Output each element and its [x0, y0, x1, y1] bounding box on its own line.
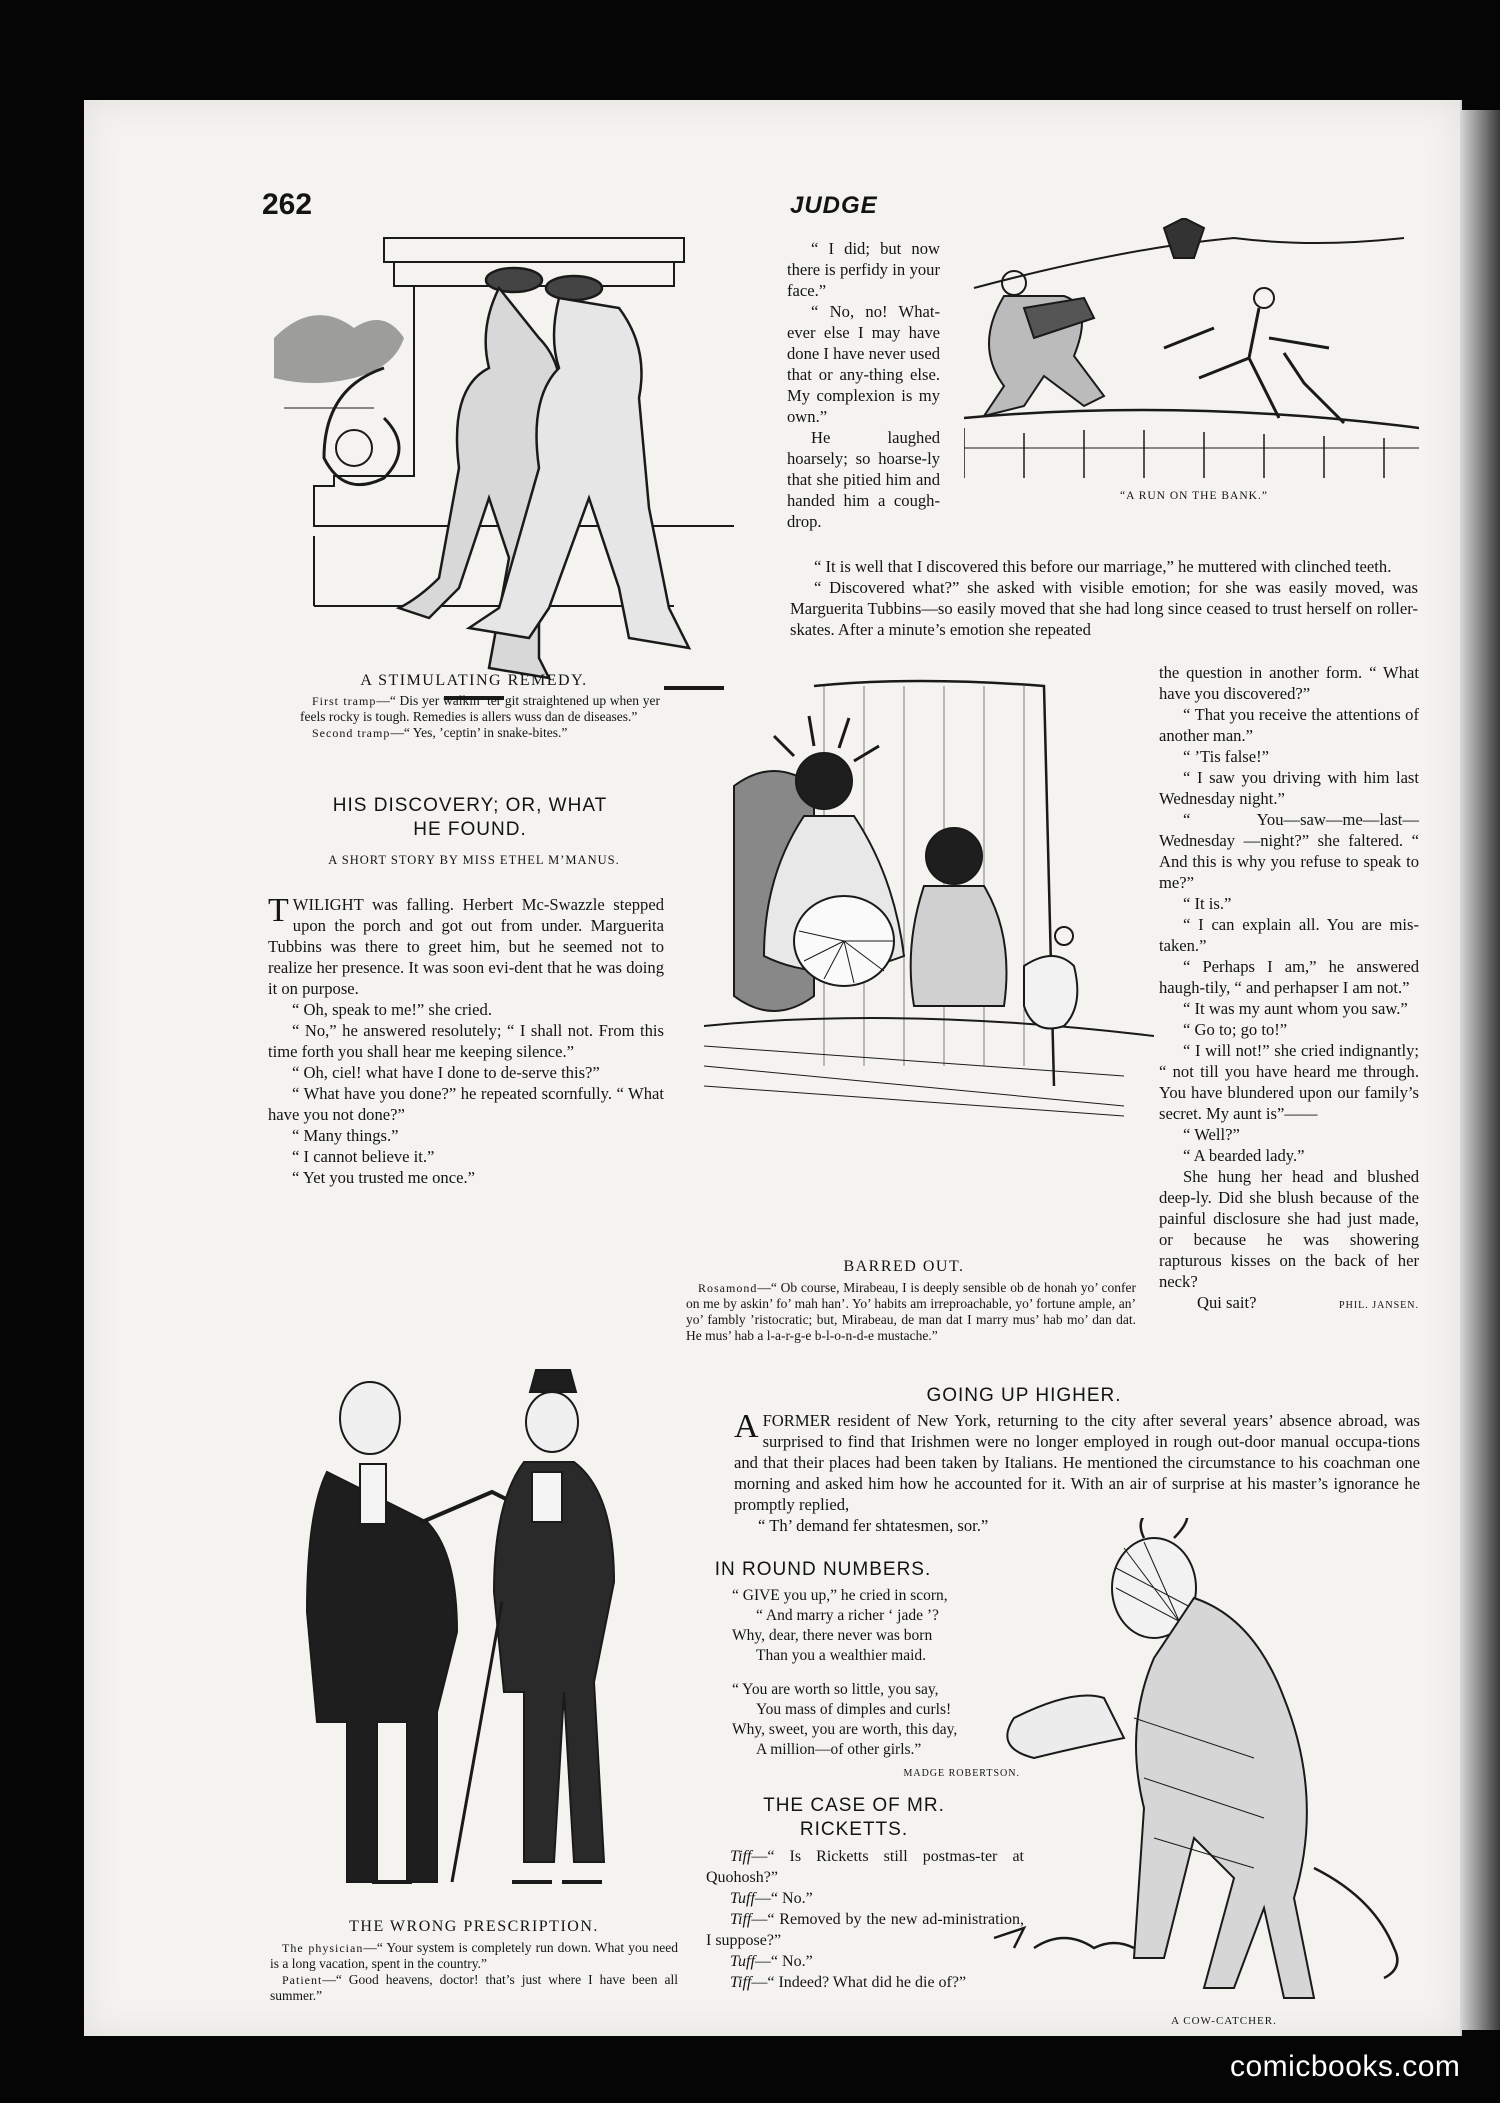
story-paragraph: “ You—saw—me—last—Wednesday —night?” she faltered. “ And this is why you refuse to speak to me?”: [1159, 810, 1419, 892]
story-paragraph: “ I saw you driving with him last Wednesday night.”: [1159, 768, 1419, 808]
poem-line: “ And marry a richer ‘ jade ’?: [756, 1607, 939, 1624]
dialogue-line: —“ Indeed? What did he die of?”: [751, 1974, 967, 1991]
story-paragraph: “ It is well that I discovered this before our marriage,” he muttered with clinched teeth.: [814, 557, 1392, 576]
barred-out-caption: BARRED OUT.: [843, 1258, 965, 1275]
speaker-label: The physician: [282, 1941, 364, 1955]
poem-line: “ GIVE you up,” he cried in scorn,: [732, 1587, 948, 1604]
story-column-left: [268, 894, 664, 1188]
speaker-label: Rosamond: [698, 1281, 758, 1295]
poem-line: Why, sweet, you are worth, this day,: [732, 1721, 958, 1738]
dialogue-line: —“ Ob course, Mirabeau, I is deeply sensible ob de honah yo’ confer on me by askin’ fo’ mah han’. Yo’ habits am irreproachable, yo’ fortune ample, an’ yo’ fambly ’ristocratic; but, Mirabeau, de man dat I marry mus’ hab mo’ dan dat. He mus’ hab a l-a-r-g-e b-l-o-n-d-e mustache.”: [686, 1280, 1136, 1343]
poem-line: “ You are worth so little, you say,: [732, 1681, 939, 1698]
wrong-prescription-caption: THE WRONG PRESCRIPTION.: [349, 1918, 599, 1935]
dialogue-line: —“ Good heavens, doctor! that’s just where I have been all summer.”: [270, 1972, 678, 2003]
poem-line: Why, dear, there never was born: [732, 1627, 933, 1644]
story-paragraph: “ Go to; go to!”: [1183, 1020, 1288, 1039]
going-up-higher-title: GOING UP HIGHER.: [926, 1385, 1122, 1406]
story-paragraph: “ I did; but now there is perfidy in your face.”: [787, 239, 940, 300]
speaker-label: Tuff: [730, 1890, 755, 1907]
story-paragraph: “ It was my aunt whom you saw.”: [1183, 999, 1408, 1018]
poem-line: A million—of other girls.”: [756, 1741, 922, 1758]
story-paragraph: “ Many things.”: [292, 1126, 399, 1145]
page-number: 262: [262, 188, 313, 221]
book-spine: [1460, 110, 1500, 2030]
story-paragraph: He laughed hoarsely; so hoarse-ly that she pitied him and handed him a cough-drop.: [787, 428, 940, 531]
wrong-prescription-illustration: [272, 1362, 702, 1912]
story-paragraph: “ It is.”: [1183, 894, 1232, 913]
run-on-the-bank-illustration: [964, 218, 1419, 478]
story-continuation: the question in another form. “ What have you discovered?”: [1159, 663, 1419, 703]
story-paragraph: “ Well?”: [1183, 1125, 1240, 1144]
cow-catcher-illustration: [984, 1518, 1424, 2008]
dialogue-line: —“ Yes, ’ceptin’ in snake-bites.”: [390, 725, 568, 740]
run-on-the-bank-caption: “A RUN ON THE BANK.”: [1120, 490, 1268, 502]
stimulating-remedy-caption: A STIMULATING REMEDY.: [360, 672, 588, 689]
poem-signature: MADGE ROBERTSON.: [903, 1768, 1020, 1779]
story-wide-block: [790, 556, 1418, 640]
dialogue-line: —“ Your system is completely run down. What you need is a long vacation, spent in the country.”: [270, 1940, 678, 1971]
speaker-label: Tiff: [730, 1911, 752, 1928]
story-paragraph: “ A bearded lady.”: [1183, 1146, 1305, 1165]
speaker-label: Tuff: [730, 1953, 755, 1970]
magazine-page: [84, 100, 1460, 2036]
story-paragraph: “ I can explain all. You are mis-taken.”: [1159, 915, 1419, 955]
story-paragraph: “ I will not!” she cried indignantly; “ not till you have heard me through. You have blundered upon our family’s secret. My aunt is”——: [1159, 1041, 1419, 1123]
round-numbers-title: IN ROUND NUMBERS.: [714, 1559, 932, 1580]
story-column-upper: [787, 238, 940, 532]
dialogue-line: —“ Dis yer walkin’ ter git straightened up when yer feels rocky is tough. Remedies is allers wuss dan de diseases.”: [300, 693, 660, 724]
story-paragraph: “ ’Tis false!”: [1183, 747, 1270, 766]
speaker-label: Tiff: [730, 1848, 752, 1865]
speaker-label: Tiff: [730, 1974, 752, 1991]
story-signature: PHIL. JANSEN.: [1339, 1300, 1419, 1311]
story-paragraph: “ What have you done?” he repeated scornfully. “ What have you not done?”: [268, 1084, 664, 1124]
site-watermark: comicbooks.com: [1230, 2050, 1461, 2083]
wrong-prescription-dialogue: [270, 1940, 678, 2004]
drop-cap: T: [268, 892, 289, 929]
dialogue-line: —“ No.”: [754, 1890, 813, 1907]
story-paragraph: “ I cannot believe it.”: [292, 1147, 435, 1166]
story-byline: A SHORT STORY BY MISS ETHEL M’MANUS.: [328, 853, 620, 867]
dialogue-line: —“ Is Ricketts still postmas-ter at Quohosh?”: [706, 1848, 1024, 1886]
story-column-right: [1159, 662, 1419, 1316]
story-paragraph: “ No, no! What-ever else I may have done I have never used that or any-thing else. My complexion is my own.”: [787, 302, 940, 426]
poem-line: You mass of dimples and curls!: [756, 1701, 952, 1718]
dialogue-line: —“ No.”: [754, 1953, 813, 1970]
story-title: HIS DISCOVERY; OR, WHAT HE FOUND.: [332, 795, 608, 840]
story-paragraph: She hung her head and blushed deep-ly. Did she blush because of the painful disclosure she had just made, or because he was showering rapturous kisses on the back of her neck?: [1159, 1167, 1419, 1291]
ricketts-dialogue: [706, 1846, 1024, 1993]
story-paragraph: “ Perhaps I am,” he answered haugh-tily, “ and perhapser I am not.”: [1159, 957, 1419, 997]
story-paragraph: “ Oh, ciel! what have I done to de-serve this?”: [292, 1063, 600, 1082]
barred-out-illustration: [704, 666, 1154, 1126]
story-closing: Qui sait?: [1197, 1293, 1257, 1312]
poem-line: Than you a wealthier maid.: [756, 1647, 927, 1664]
speaker-label: Patient: [282, 1973, 323, 1987]
cow-catcher-caption: A COW-CATCHER.: [1171, 2015, 1277, 2027]
anecdote-reply: “ Th’ demand fer shtatesmen, sor.”: [758, 1516, 989, 1535]
dialogue-line: —“ Removed by the new ad-ministration, I suppose?”: [706, 1911, 1024, 1949]
speaker-label: Second tramp: [312, 726, 391, 740]
story-paragraph: “ Oh, speak to me!” she cried.: [292, 1000, 492, 1019]
masthead: JUDGE: [790, 192, 878, 219]
stimulating-remedy-dialogue: [300, 693, 660, 741]
story-paragraph: “ Yet you trusted me once.”: [292, 1168, 475, 1187]
story-paragraph: “ Discovered what?” she asked with visible emotion; for she was easily moved, was Marguerita Tubbins—so easily moved that she had long since ceased to trust herself on roller-skates. After a minute’s emotion she repeated: [790, 578, 1418, 639]
drop-cap: A: [734, 1408, 759, 1445]
ricketts-title: THE CASE OF MR. RICKETTS.: [763, 1795, 945, 1840]
story-paragraph: “ That you receive the attentions of another man.”: [1159, 705, 1419, 745]
story-opening: WILIGHT was falling. Herbert Mc-Swazzle stepped upon the porch and got out from under. Marguerita Tubbins was there to greet him, but he seemed not to realize her presence. It was soon evi-dent that he was doing it on purpose.: [268, 895, 664, 998]
barred-out-dialogue: [686, 1280, 1136, 1344]
story-paragraph: “ No,” he answered resolutely; “ I shall not. From this time forth you shall hear me keeping silence.”: [268, 1021, 664, 1061]
anecdote-text: FORMER resident of New York, returning to the city after several years’ absence abroad, was surprised to find that Irishmen were no longer employed in rough out-door manual occupa-tions and that their places had been taken by Italians. He mentioned the circumstance to his coachman one morning and asked him how he accounted for it. With an air of surprise at his master’s ignorance he promptly replied,: [734, 1411, 1420, 1514]
speaker-label: First tramp: [312, 694, 377, 708]
